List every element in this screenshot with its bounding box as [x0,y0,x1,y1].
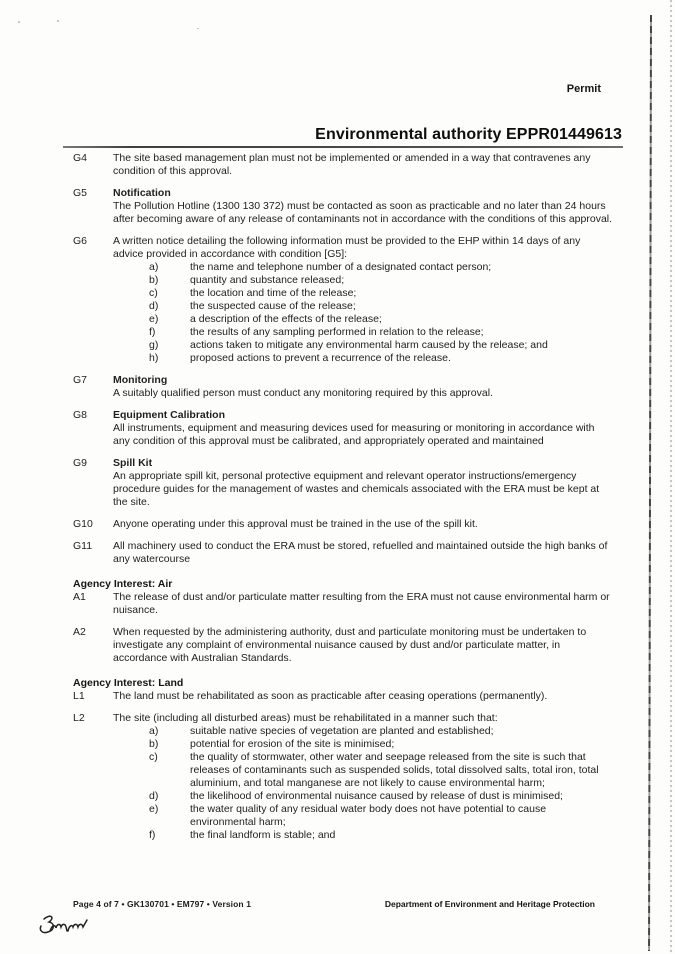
footer-department: Department of Environment and Heritage Protection [384,899,595,909]
condition-list-item [149,326,613,339]
scan-speck [57,20,59,22]
condition-body [113,152,613,178]
list-item-text: quantity and substance released; [190,274,345,286]
condition-id: A1 [73,591,86,603]
scan-speck [18,21,20,23]
condition-heading: Spill Kit [113,457,153,469]
condition-list-item [149,738,613,751]
page-title: Environmental authority EPPR01449613 [315,126,622,143]
condition-row [73,591,622,617]
condition-row [73,187,622,226]
footer-page-info: Page 4 of 7 • GK130701 • EM797 • Version 1 [73,899,252,909]
condition-text: An appropriate spill kit, personal protective equipment and relevant operator instructions/emergency procedure guides for the management of wastes and chemicals associated with the ERA must be kept at the site. [113,470,600,508]
condition-body [113,690,613,703]
list-item-text: suitable native species of vegetation are planted and established; [190,725,494,737]
section-heading: Agency Interest: Air [73,578,173,590]
condition-text: All instruments, equipment and measuring devices used for measuring or monitoring in accordance with any condition of this approval must be calibrated, and appropriately operated and maintained [113,422,595,447]
condition-row [73,690,622,703]
condition-id: L2 [73,712,85,724]
condition-body [113,409,613,448]
condition-id: G8 [73,409,88,421]
condition-list-item [149,803,613,829]
list-item-text: a description of the effects of the release; [190,313,382,325]
list-letter: d) [149,790,159,802]
condition-text: The release of dust and/or particulate matter resulting from the ERA must not cause environmental harm or nuisance. [113,591,610,616]
condition-row [73,518,622,531]
condition-id: G9 [73,457,88,469]
list-letter: b) [149,738,159,750]
condition-id: G11 [73,540,93,552]
condition-heading: Monitoring [113,374,168,386]
list-item-text: the final landform is stable; and [190,829,336,841]
list-item-text: the suspected cause of the release; [190,300,356,312]
condition-id: G4 [73,152,88,164]
list-letter: g) [149,339,159,351]
condition-text: A suitably qualified person must conduct any monitoring required by this approval. [113,387,493,399]
condition-row [73,235,622,365]
condition-text: When requested by the administering authority, dust and particulate monitoring must be undertaken to investigate any complaint of environmental nuisance caused by dust and/or particulate matter, in accordance with Australian Standards. [113,626,587,664]
condition-text: All machinery used to conduct the ERA must be stored, refuelled and maintained outside the high banks of any watercourse [113,540,608,565]
condition-row [73,712,622,842]
section-heading: Agency Interest: Land [73,677,184,689]
list-item-text: potential for erosion of the site is minimised; [190,738,395,750]
permit-corner-label: Permit [566,83,601,95]
condition-list-item [149,300,613,313]
condition-body [113,591,613,617]
list-letter: c) [149,751,158,763]
condition-row [73,409,622,448]
condition-id: G7 [73,374,88,386]
scan-edge-dots-artifact [670,0,672,954]
list-letter: h) [149,352,159,364]
condition-row [73,152,622,178]
list-item-text: the location and time of the release; [190,287,357,299]
list-letter: f) [149,829,156,841]
condition-list-item [149,313,613,326]
list-item-text: the likelihood of environmental nuisance caused by release of dust is minimised; [190,790,563,802]
scan-speck [197,28,199,29]
condition-id: G10 [73,518,93,530]
list-letter: e) [149,803,159,815]
condition-list-item [149,725,613,738]
condition-list-item [149,790,613,803]
condition-body [113,374,613,400]
condition-list-item [149,287,613,300]
condition-list-item [149,352,613,365]
condition-body [113,187,613,226]
condition-text: A written notice detailing the following information must be provided to the EHP within 14 days of any advice provided in accordance with condition [G5]: [113,235,581,260]
condition-text: The site (including all disturbed areas) must be rehabilitated in a manner such that: [113,712,498,724]
list-item-text: proposed actions to prevent a recurrence of the release. [190,352,451,364]
condition-text: The Pollution Hotline (1300 130 372) must be contacted as soon as practicable and no later than 24 hours after becoming aware of any release of contaminants not in accordance with the conditions of this approval. [113,200,613,225]
handwritten-initials-mark [36,912,90,942]
condition-id: G5 [73,187,88,199]
condition-text: Anyone operating under this approval must be trained in the use of the spill kit. [113,518,478,530]
list-letter: c) [149,287,158,299]
condition-row [73,457,622,509]
condition-row [73,626,622,665]
condition-heading: Notification [113,187,171,199]
condition-body [113,626,613,665]
condition-list-item [149,261,613,274]
conditions-area [73,152,622,851]
condition-text: The land must be rehabilitated as soon as practicable after ceasing operations (permanently). [113,690,548,702]
list-letter: f) [149,326,156,338]
title-divider [63,146,623,148]
condition-list-item [149,829,613,842]
condition-body [113,518,613,531]
condition-row [73,374,622,400]
list-letter: a) [149,725,159,737]
condition-id: G6 [73,235,88,247]
condition-list-item [149,751,613,790]
page-footer [73,899,595,909]
list-item-text: the quality of stormwater, other water and seepage released from the site is such that releases of contaminants such as suspended solids, total dissolved salts, total iron, total aluminium, and total manganese are not likely to cause environmental harm; [190,751,599,789]
list-item-text: the name and telephone number of a designated contact person; [190,261,492,273]
condition-list-item [149,339,613,352]
condition-id: A2 [73,626,86,638]
condition-id: L1 [73,690,85,702]
condition-text: The site based management plan must not be implemented or amended in a way that contravenes any condition of this approval. [113,152,591,177]
condition-body [113,235,613,365]
list-letter: a) [149,261,159,273]
condition-list-item [149,274,613,287]
list-letter: d) [149,300,159,312]
list-letter: e) [149,313,159,325]
condition-row [73,540,622,566]
condition-body [113,712,613,842]
condition-body [113,457,613,509]
list-item-text: actions taken to mitigate any environmental harm caused by the release; and [190,339,548,351]
condition-body [113,540,613,566]
condition-heading: Equipment Calibration [113,409,226,421]
scan-line-artifact [648,15,651,951]
list-item-text: the water quality of any residual water body does not have potential to cause environmental harm; [190,803,547,828]
list-item-text: the results of any sampling performed in relation to the release; [190,326,484,338]
list-letter: b) [149,274,159,286]
